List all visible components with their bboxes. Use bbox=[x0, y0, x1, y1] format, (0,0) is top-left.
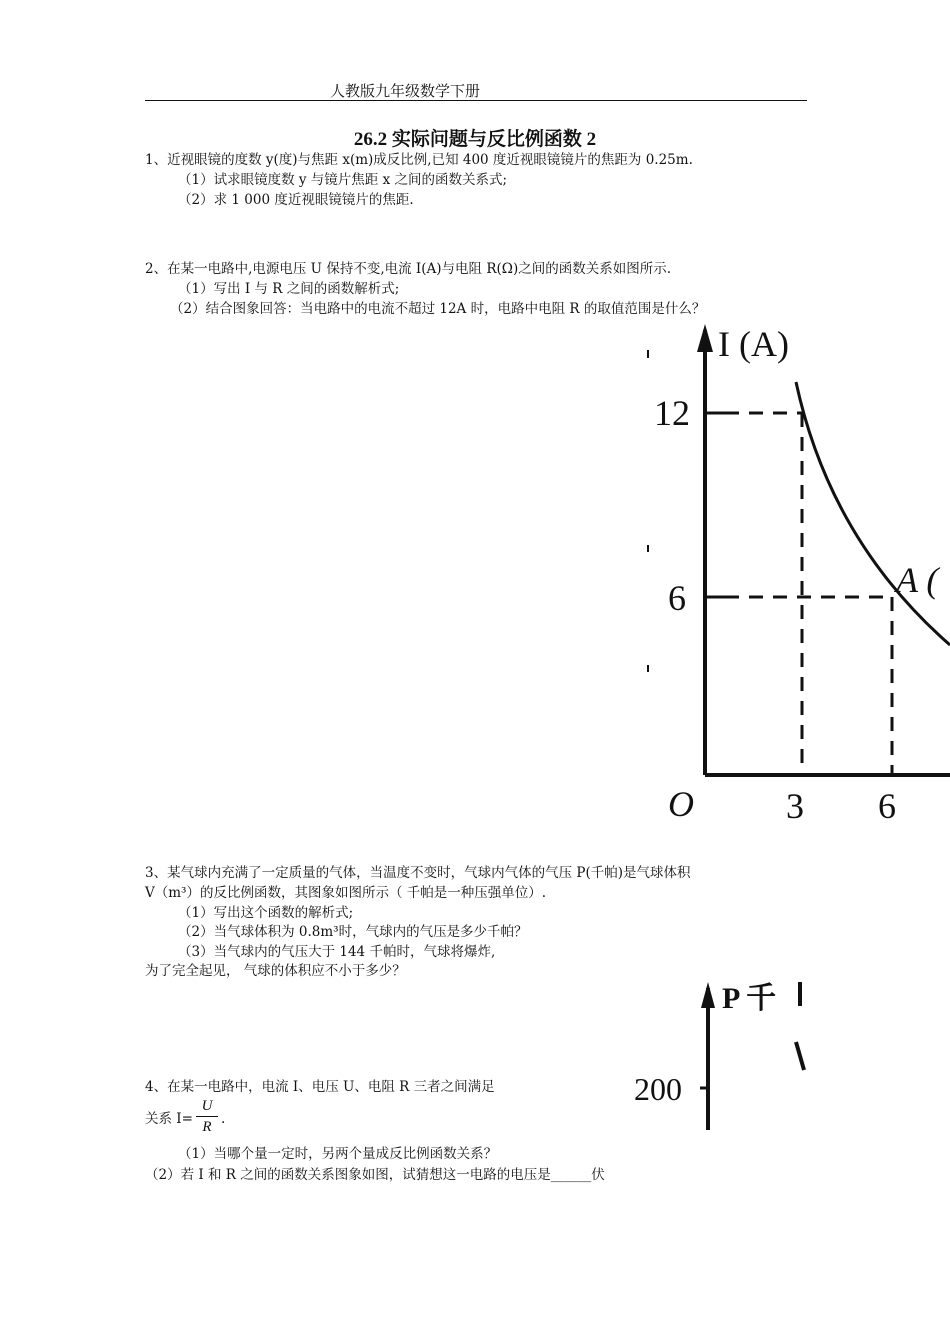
y-tick-label-6: 6 bbox=[668, 578, 686, 618]
q4-part1: （1）当哪个量一定时，另两个量成反比例函数关系？ bbox=[178, 1146, 498, 1162]
y-axis-label: P 千 bbox=[722, 982, 777, 1015]
q3-stem-line1: 3、某气球内充满了一定质量的气体，当温度不变时，气球内气体的气压 P(千帕)是气球体积 bbox=[145, 865, 691, 881]
page-header: 人教版九年级数学下册 bbox=[330, 82, 481, 100]
q2-part2: （2）结合图象回答：当电路中的电流不超过 12A 时，电路中电阻 R 的取值范围是什么？ bbox=[170, 301, 706, 317]
fraction-u-over-r bbox=[196, 1096, 218, 1137]
q4-relation-suffix: . bbox=[221, 1111, 226, 1127]
x-tick-label-3: 3 bbox=[786, 786, 804, 826]
y-axis-label: I (A) bbox=[718, 324, 789, 364]
q3-part1: （1）写出这个函数的解析式; bbox=[178, 905, 354, 921]
q1-part2: （2）求 1 000 度近视眼镜镜片的焦距. bbox=[178, 192, 414, 208]
header-rule bbox=[145, 100, 807, 101]
q4-stem: 4、在某一电路中，电流 I、电压 U、电阻 R 三者之间满足 bbox=[145, 1079, 495, 1095]
pressure-volume-graph bbox=[630, 970, 808, 1130]
q3-part3: （3）当气球内的气压大于 144 千帕时，气球将爆炸, bbox=[178, 944, 496, 960]
hyperbola-curve bbox=[796, 382, 950, 645]
current-resistance-graph bbox=[630, 310, 950, 830]
q2-part1: （1）写出 I 与 R 之间的函数解析式; bbox=[178, 281, 400, 297]
q1-stem: 1、近视眼镜的度数 y(度)与焦距 x(m)成反比例,已知 400 度近视眼镜镜片的焦距为 0.25m. bbox=[145, 152, 693, 168]
fraction-numerator: U bbox=[201, 1098, 213, 1114]
fraction-denominator: R bbox=[202, 1119, 212, 1135]
q2-stem: 2、在某一电路中,电源电压 U 保持不变,电流 I(A)与电阻 R(Ω)之间的函数关系如图所示. bbox=[145, 261, 672, 277]
q4-part2: （2）若 I 和 R 之间的函数关系图象如图，试猜想这一电路的电压是______伏 bbox=[145, 1167, 605, 1183]
q3-part3-cont: 为了完全起见， 气球的体积应不小于多少？ bbox=[145, 963, 406, 979]
label-fragment bbox=[798, 982, 802, 1006]
page-title: 26.2 实际问题与反比例函数 2 bbox=[353, 129, 597, 150]
y-axis-arrow bbox=[701, 982, 715, 1008]
q4-relation-prefix: 关系 I= bbox=[145, 1111, 193, 1127]
q3-stem-line2: V（m³）的反比例函数，其图象如图所示（ 千帕是一种压强单位）. bbox=[145, 885, 547, 901]
origin-label: O bbox=[668, 784, 694, 824]
y-axis-arrow bbox=[697, 324, 713, 352]
q3-part2: （2）当气球体积为 0.8m³时，气球内的气压是多少千帕？ bbox=[178, 924, 528, 940]
y-tick-label-12: 12 bbox=[654, 393, 690, 433]
y-tick-label-200: 200 bbox=[634, 1071, 682, 1107]
curve-fragment bbox=[796, 1042, 804, 1070]
q1-part1: （1）试求眼镜度数 y 与镜片焦距 x 之间的函数关系式; bbox=[178, 172, 508, 188]
point-a-label: A ( bbox=[896, 560, 939, 600]
x-tick-label-6: 6 bbox=[878, 786, 896, 826]
